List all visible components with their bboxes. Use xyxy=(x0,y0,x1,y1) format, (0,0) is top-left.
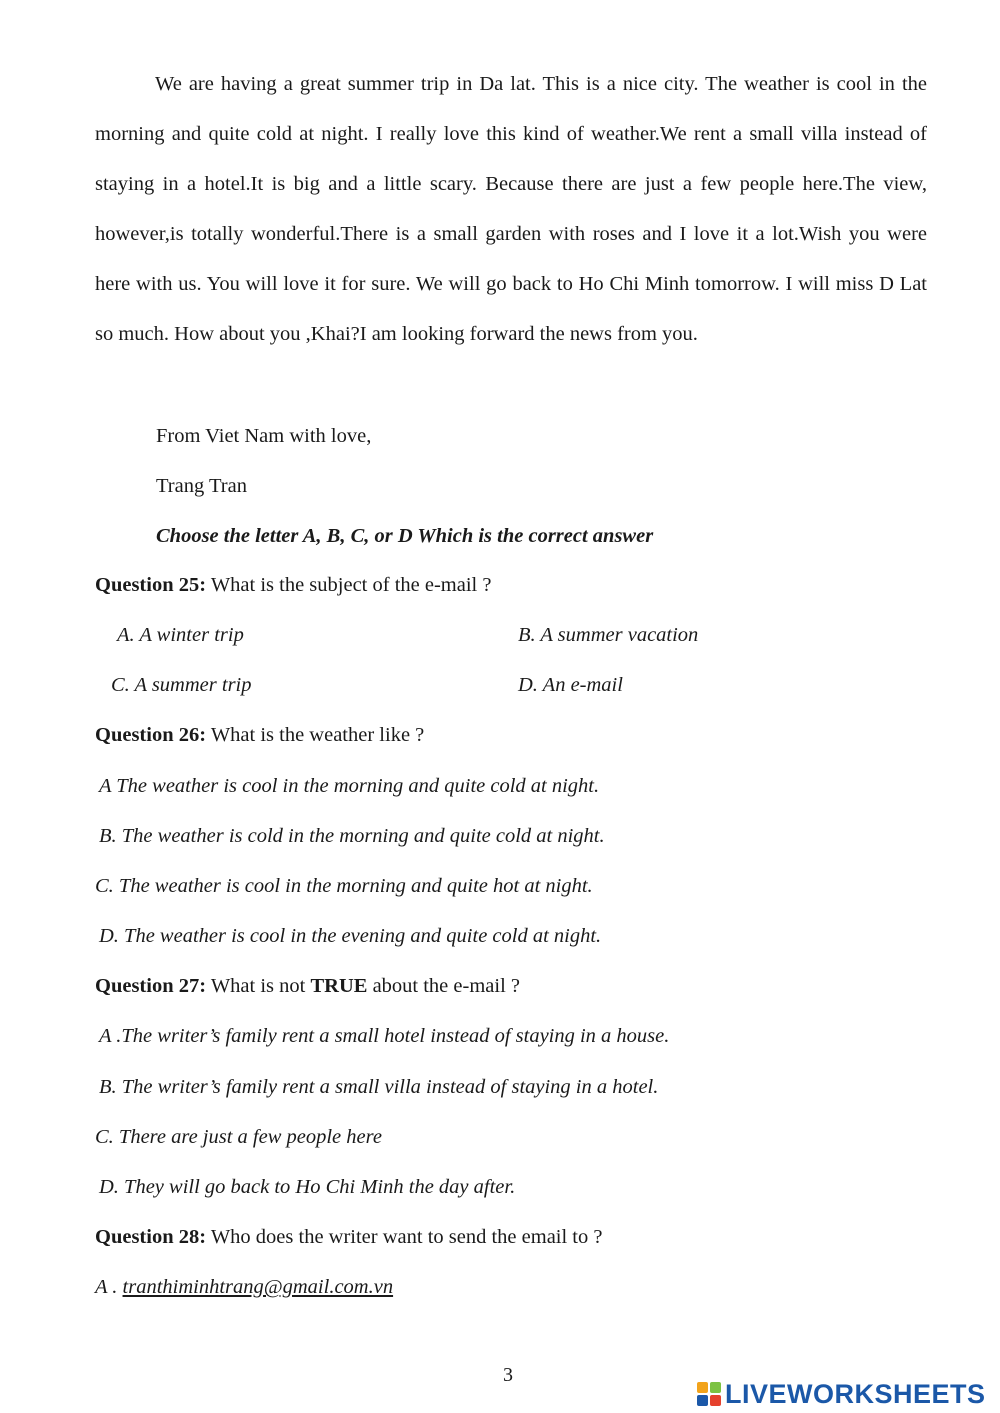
brand-name: LIVEWORKSHEETS xyxy=(725,1378,986,1409)
email-link[interactable]: tranthiminhtrang@gmail.com.vn xyxy=(122,1276,394,1298)
email-passage xyxy=(95,59,927,359)
passage-body: We are having a great summer trip in Da lat. This is a nice city. The weather is cool in the morning and quite cold at night. I really love this kind of weather.We rent a small villa instead of staying in a hotel.It is big and a little scary. Because there are just a few people here.The view, however,is totally wonderful.There is a small garden with roses and I love it a lot.Wish you were here with us. You will love it for sure. We will go back to Ho Chi Minh tomorrow. I will miss D Lat so much. How about you ,Khai?I am looking forward the news from you. xyxy=(95,73,927,345)
liveworksheets-logo[interactable] xyxy=(697,1379,986,1409)
option-28a[interactable] xyxy=(95,1274,393,1300)
instruction-text: Choose the letter A, B, C, or D Which is the correct answer xyxy=(156,525,654,547)
option-25b[interactable]: B. A summer vacation xyxy=(518,624,699,646)
option-27b[interactable]: B. The writer’s family rent a small villa instead of staying in a hotel. xyxy=(99,1076,659,1098)
question-label: Question 25: xyxy=(95,574,207,596)
question-label: Question 27: xyxy=(95,975,207,997)
question-25 xyxy=(95,572,491,598)
question-label: Question 28: xyxy=(95,1226,207,1248)
option-27a[interactable]: A .The writer’s family rent a small hotel instead of staying in a house. xyxy=(99,1025,670,1047)
option-26a[interactable]: A The weather is cool in the morning and quite cold at night. xyxy=(99,775,600,797)
question-28 xyxy=(95,1224,602,1250)
option-26d[interactable]: D. The weather is cool in the evening and quite cold at night. xyxy=(99,925,602,947)
option-25d[interactable]: D. An e-mail xyxy=(518,674,623,696)
passage-closing: From Viet Nam with love, xyxy=(156,425,372,447)
question-text: What is the subject of the e-mail ? xyxy=(206,574,492,596)
question-26 xyxy=(95,722,424,748)
question-label: Question 26: xyxy=(95,724,207,746)
question-text: Who does the writer want to send the email to ? xyxy=(206,1226,603,1248)
question-text-end: about the e-mail ? xyxy=(367,975,520,997)
option-25c[interactable]: C. A summer trip xyxy=(111,674,252,696)
option-26b[interactable]: B. The weather is cold in the morning and quite cold at night. xyxy=(99,825,605,847)
passage-signature: Trang Tran xyxy=(156,475,247,497)
option-27c[interactable]: C. There are just a few people here xyxy=(95,1126,382,1148)
page-number: 3 xyxy=(503,1364,513,1386)
question-text: What is the weather like ? xyxy=(206,724,425,746)
option-27d[interactable]: D. They will go back to Ho Chi Minh the day after. xyxy=(99,1176,516,1198)
question-text: What is not xyxy=(206,975,311,997)
liveworksheets-icon xyxy=(697,1382,721,1406)
option-25a[interactable]: A. A winter trip xyxy=(117,624,244,646)
question-emphasis: TRUE xyxy=(310,975,368,997)
question-27 xyxy=(95,973,520,999)
option-prefix: A . xyxy=(95,1276,123,1298)
option-26c[interactable]: C. The weather is cool in the morning and quite hot at night. xyxy=(95,875,593,897)
